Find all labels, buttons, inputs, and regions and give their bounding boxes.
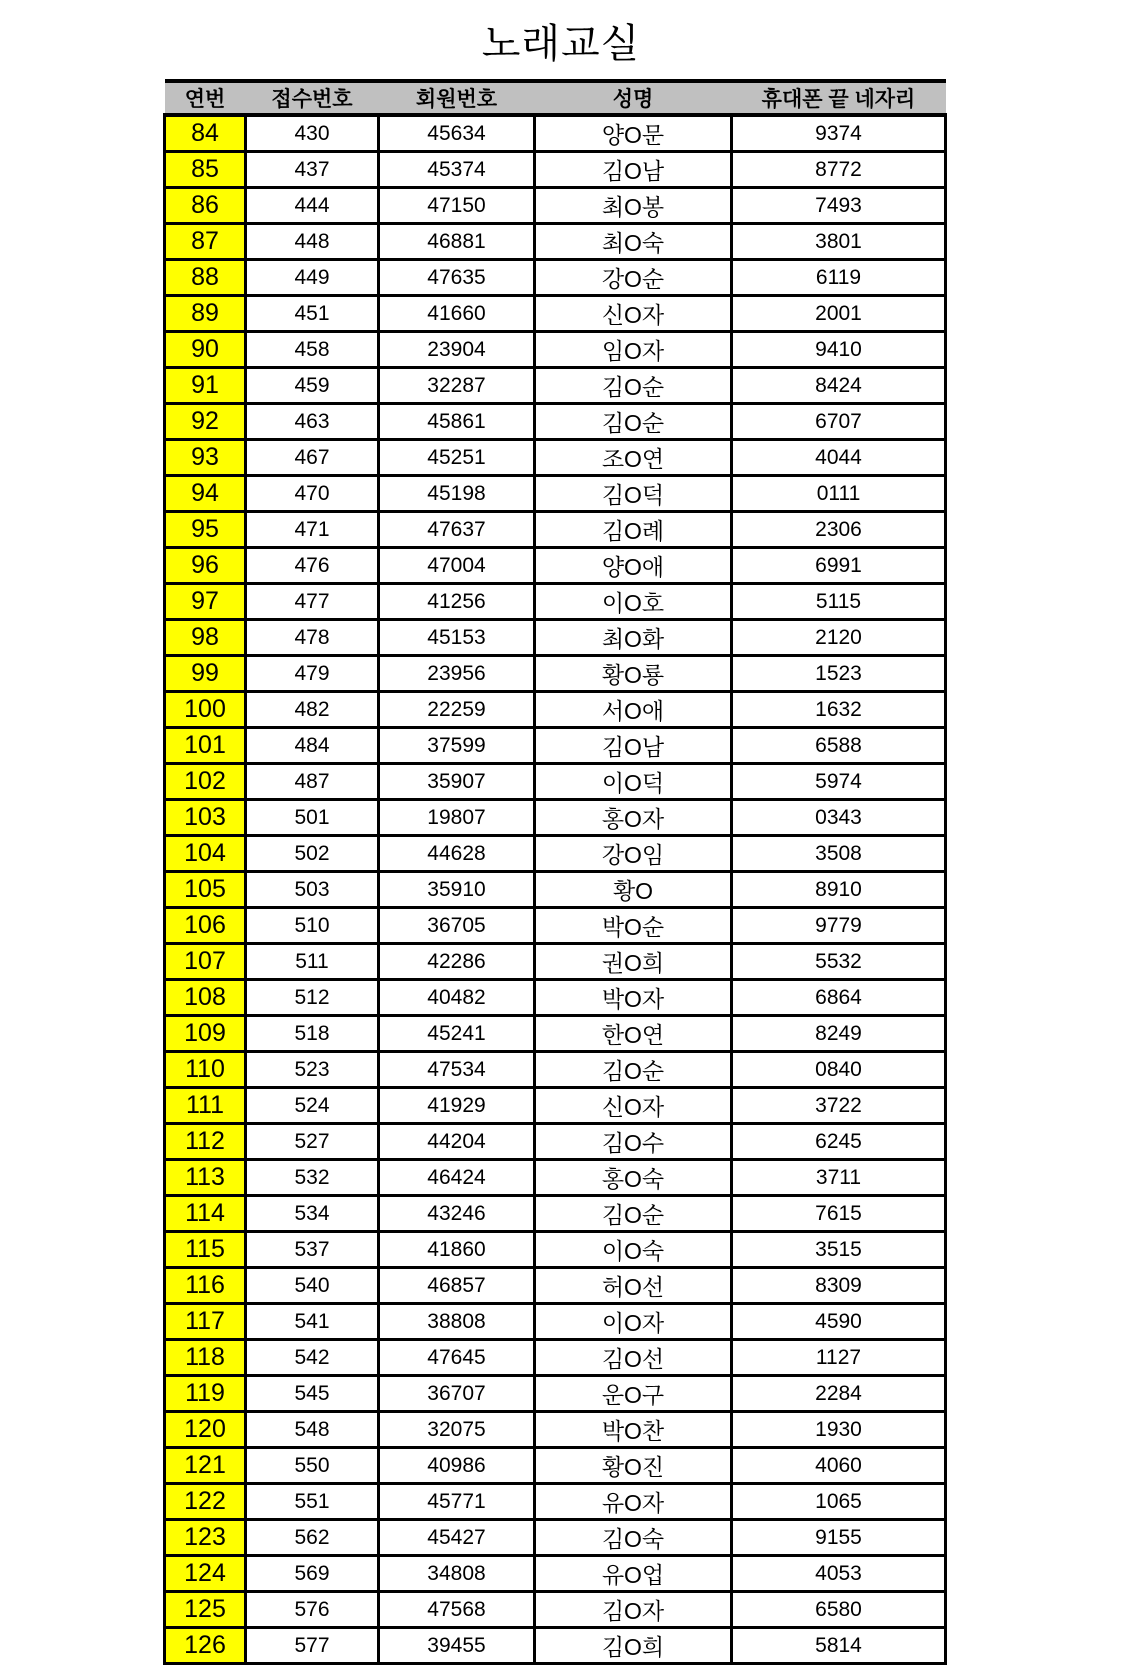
cell-receipt_no: 518	[246, 1016, 379, 1052]
cell-phone_last4: 8249	[732, 1016, 946, 1052]
cell-member_no: 36705	[379, 908, 535, 944]
cell-name: 최O숙	[535, 224, 732, 260]
header-row	[165, 81, 946, 115]
cell-phone_last4: 6580	[732, 1592, 946, 1628]
table-row	[165, 800, 946, 836]
cell-name: 김O자	[535, 1592, 732, 1628]
table-row	[165, 1196, 946, 1232]
cell-name: 유O자	[535, 1484, 732, 1520]
cell-name: 김O수	[535, 1124, 732, 1160]
cell-serial: 99	[165, 656, 246, 692]
cell-serial: 126	[165, 1628, 246, 1664]
cell-serial: 120	[165, 1412, 246, 1448]
cell-phone_last4: 2284	[732, 1376, 946, 1412]
cell-serial: 92	[165, 404, 246, 440]
cell-name: 이O덕	[535, 764, 732, 800]
cell-name: 황O진	[535, 1448, 732, 1484]
cell-name: 임O자	[535, 332, 732, 368]
cell-member_no: 35907	[379, 764, 535, 800]
cell-name: 조O연	[535, 440, 732, 476]
table-row	[165, 224, 946, 260]
cell-name: 홍O숙	[535, 1160, 732, 1196]
cell-receipt_no: 482	[246, 692, 379, 728]
cell-serial: 107	[165, 944, 246, 980]
cell-name: 운O구	[535, 1376, 732, 1412]
cell-serial: 113	[165, 1160, 246, 1196]
table-row	[165, 476, 946, 512]
table-row	[165, 944, 946, 980]
cell-serial: 119	[165, 1376, 246, 1412]
cell-phone_last4: 1127	[732, 1340, 946, 1376]
table-row	[165, 980, 946, 1016]
cell-phone_last4: 8910	[732, 872, 946, 908]
cell-member_no: 45198	[379, 476, 535, 512]
table-row	[165, 188, 946, 224]
cell-receipt_no: 467	[246, 440, 379, 476]
table-row	[165, 404, 946, 440]
cell-serial: 121	[165, 1448, 246, 1484]
cell-member_no: 41860	[379, 1232, 535, 1268]
cell-serial: 123	[165, 1520, 246, 1556]
cell-name: 박O순	[535, 908, 732, 944]
table-row	[165, 152, 946, 188]
cell-receipt_no: 511	[246, 944, 379, 980]
cell-member_no: 44628	[379, 836, 535, 872]
cell-member_no: 38808	[379, 1304, 535, 1340]
cell-serial: 104	[165, 836, 246, 872]
cell-serial: 114	[165, 1196, 246, 1232]
table-row	[165, 1304, 946, 1340]
cell-phone_last4: 1930	[732, 1412, 946, 1448]
cell-name: 권O희	[535, 944, 732, 980]
table-row	[165, 368, 946, 404]
cell-member_no: 36707	[379, 1376, 535, 1412]
cell-member_no: 47568	[379, 1592, 535, 1628]
table-row	[165, 548, 946, 584]
cell-serial: 97	[165, 584, 246, 620]
cell-phone_last4: 3801	[732, 224, 946, 260]
cell-name: 황O룡	[535, 656, 732, 692]
cell-receipt_no: 527	[246, 1124, 379, 1160]
cell-serial: 110	[165, 1052, 246, 1088]
col-header-serial: 연번	[165, 81, 246, 115]
cell-receipt_no: 550	[246, 1448, 379, 1484]
cell-phone_last4: 1065	[732, 1484, 946, 1520]
table-row	[165, 512, 946, 548]
table-row	[165, 1520, 946, 1556]
cell-serial: 115	[165, 1232, 246, 1268]
table-row	[165, 764, 946, 800]
cell-receipt_no: 501	[246, 800, 379, 836]
cell-serial: 91	[165, 368, 246, 404]
cell-name: 김O숙	[535, 1520, 732, 1556]
cell-receipt_no: 430	[246, 115, 379, 152]
cell-member_no: 47645	[379, 1340, 535, 1376]
cell-phone_last4: 6588	[732, 728, 946, 764]
cell-receipt_no: 541	[246, 1304, 379, 1340]
cell-phone_last4: 4044	[732, 440, 946, 476]
cell-serial: 93	[165, 440, 246, 476]
cell-member_no: 47637	[379, 512, 535, 548]
cell-serial: 106	[165, 908, 246, 944]
cell-receipt_no: 534	[246, 1196, 379, 1232]
roster-body	[165, 115, 946, 1664]
cell-receipt_no: 503	[246, 872, 379, 908]
cell-phone_last4: 6991	[732, 548, 946, 584]
table-row	[165, 584, 946, 620]
cell-serial: 116	[165, 1268, 246, 1304]
cell-name: 김O희	[535, 1628, 732, 1664]
cell-member_no: 45771	[379, 1484, 535, 1520]
cell-receipt_no: 471	[246, 512, 379, 548]
cell-member_no: 32287	[379, 368, 535, 404]
cell-receipt_no: 444	[246, 188, 379, 224]
table-row	[165, 115, 946, 152]
cell-receipt_no: 487	[246, 764, 379, 800]
cell-receipt_no: 540	[246, 1268, 379, 1304]
cell-phone_last4: 9779	[732, 908, 946, 944]
cell-phone_last4: 7493	[732, 188, 946, 224]
cell-serial: 101	[165, 728, 246, 764]
cell-name: 황O	[535, 872, 732, 908]
cell-member_no: 45634	[379, 115, 535, 152]
cell-member_no: 40482	[379, 980, 535, 1016]
table-row	[165, 1268, 946, 1304]
cell-phone_last4: 6864	[732, 980, 946, 1016]
cell-serial: 125	[165, 1592, 246, 1628]
cell-receipt_no: 478	[246, 620, 379, 656]
cell-receipt_no: 477	[246, 584, 379, 620]
cell-name: 김O순	[535, 1196, 732, 1232]
cell-receipt_no: 545	[246, 1376, 379, 1412]
cell-name: 이O호	[535, 584, 732, 620]
cell-name: 강O순	[535, 260, 732, 296]
cell-member_no: 43246	[379, 1196, 535, 1232]
table-row	[165, 620, 946, 656]
cell-serial: 86	[165, 188, 246, 224]
cell-name: 한O연	[535, 1016, 732, 1052]
cell-receipt_no: 562	[246, 1520, 379, 1556]
cell-phone_last4: 4053	[732, 1556, 946, 1592]
cell-serial: 112	[165, 1124, 246, 1160]
cell-receipt_no: 532	[246, 1160, 379, 1196]
cell-serial: 98	[165, 620, 246, 656]
cell-phone_last4: 4590	[732, 1304, 946, 1340]
cell-phone_last4: 3722	[732, 1088, 946, 1124]
cell-serial: 96	[165, 548, 246, 584]
cell-phone_last4: 1523	[732, 656, 946, 692]
table-row	[165, 728, 946, 764]
cell-member_no: 23904	[379, 332, 535, 368]
cell-phone_last4: 3508	[732, 836, 946, 872]
cell-receipt_no: 524	[246, 1088, 379, 1124]
cell-receipt_no: 479	[246, 656, 379, 692]
cell-phone_last4: 5115	[732, 584, 946, 620]
singing-class-roster-table	[163, 79, 947, 1665]
cell-name: 신O자	[535, 1088, 732, 1124]
table-row	[165, 1484, 946, 1520]
cell-name: 박O찬	[535, 1412, 732, 1448]
cell-name: 김O남	[535, 728, 732, 764]
cell-serial: 88	[165, 260, 246, 296]
cell-receipt_no: 476	[246, 548, 379, 584]
cell-member_no: 45861	[379, 404, 535, 440]
table-row	[165, 1232, 946, 1268]
cell-phone_last4: 2306	[732, 512, 946, 548]
cell-receipt_no: 576	[246, 1592, 379, 1628]
cell-phone_last4: 8309	[732, 1268, 946, 1304]
cell-receipt_no: 510	[246, 908, 379, 944]
cell-serial: 90	[165, 332, 246, 368]
cell-receipt_no: 449	[246, 260, 379, 296]
cell-member_no: 23956	[379, 656, 535, 692]
cell-receipt_no: 512	[246, 980, 379, 1016]
cell-member_no: 46857	[379, 1268, 535, 1304]
cell-serial: 117	[165, 1304, 246, 1340]
table-row	[165, 1592, 946, 1628]
table-row	[165, 872, 946, 908]
cell-receipt_no: 548	[246, 1412, 379, 1448]
cell-name: 양O애	[535, 548, 732, 584]
cell-name: 최O화	[535, 620, 732, 656]
cell-receipt_no: 542	[246, 1340, 379, 1376]
cell-receipt_no: 458	[246, 332, 379, 368]
cell-phone_last4: 0840	[732, 1052, 946, 1088]
cell-receipt_no: 537	[246, 1232, 379, 1268]
table-row	[165, 1376, 946, 1412]
cell-serial: 87	[165, 224, 246, 260]
cell-member_no: 40986	[379, 1448, 535, 1484]
cell-serial: 85	[165, 152, 246, 188]
cell-member_no: 47534	[379, 1052, 535, 1088]
table-row	[165, 1556, 946, 1592]
cell-phone_last4: 3515	[732, 1232, 946, 1268]
table-row	[165, 1160, 946, 1196]
col-header-phone_last4: 휴대폰 끝 네자리	[732, 81, 946, 115]
page-title: 노래교실	[481, 22, 641, 66]
cell-serial: 94	[165, 476, 246, 512]
cell-receipt_no: 484	[246, 728, 379, 764]
cell-receipt_no: 437	[246, 152, 379, 188]
cell-receipt_no: 569	[246, 1556, 379, 1592]
cell-member_no: 47635	[379, 260, 535, 296]
cell-member_no: 32075	[379, 1412, 535, 1448]
table-row	[165, 260, 946, 296]
cell-serial: 84	[165, 115, 246, 152]
cell-name: 유O업	[535, 1556, 732, 1592]
cell-phone_last4: 4060	[732, 1448, 946, 1484]
cell-member_no: 41660	[379, 296, 535, 332]
cell-phone_last4: 5974	[732, 764, 946, 800]
table-row	[165, 1052, 946, 1088]
table-row	[165, 692, 946, 728]
cell-serial: 124	[165, 1556, 246, 1592]
cell-member_no: 45153	[379, 620, 535, 656]
cell-member_no: 35910	[379, 872, 535, 908]
cell-phone_last4: 6119	[732, 260, 946, 296]
cell-member_no: 45427	[379, 1520, 535, 1556]
table-row	[165, 296, 946, 332]
table-row	[165, 1124, 946, 1160]
table-row	[165, 908, 946, 944]
cell-phone_last4: 9374	[732, 115, 946, 152]
cell-member_no: 45374	[379, 152, 535, 188]
cell-serial: 118	[165, 1340, 246, 1376]
cell-name: 김O덕	[535, 476, 732, 512]
cell-name: 서O애	[535, 692, 732, 728]
table-row	[165, 1340, 946, 1376]
cell-serial: 100	[165, 692, 246, 728]
cell-receipt_no: 523	[246, 1052, 379, 1088]
cell-receipt_no: 502	[246, 836, 379, 872]
cell-phone_last4: 2001	[732, 296, 946, 332]
cell-receipt_no: 470	[246, 476, 379, 512]
cell-member_no: 46881	[379, 224, 535, 260]
cell-receipt_no: 577	[246, 1628, 379, 1664]
cell-phone_last4: 2120	[732, 620, 946, 656]
cell-name: 신O자	[535, 296, 732, 332]
cell-phone_last4: 3711	[732, 1160, 946, 1196]
cell-name: 최O봉	[535, 188, 732, 224]
cell-serial: 103	[165, 800, 246, 836]
table-row	[165, 1448, 946, 1484]
cell-serial: 95	[165, 512, 246, 548]
cell-member_no: 34808	[379, 1556, 535, 1592]
cell-phone_last4: 6707	[732, 404, 946, 440]
cell-name: 김O순	[535, 404, 732, 440]
cell-name: 김O례	[535, 512, 732, 548]
table-row	[165, 656, 946, 692]
cell-serial: 109	[165, 1016, 246, 1052]
cell-phone_last4: 6245	[732, 1124, 946, 1160]
cell-member_no: 45241	[379, 1016, 535, 1052]
cell-name: 김O남	[535, 152, 732, 188]
col-header-name: 성명	[535, 81, 732, 115]
table-row	[165, 1412, 946, 1448]
cell-phone_last4: 1632	[732, 692, 946, 728]
cell-member_no: 44204	[379, 1124, 535, 1160]
cell-name: 이O자	[535, 1304, 732, 1340]
table-row	[165, 1016, 946, 1052]
cell-serial: 108	[165, 980, 246, 1016]
cell-member_no: 19807	[379, 800, 535, 836]
cell-member_no: 41256	[379, 584, 535, 620]
cell-phone_last4: 8424	[732, 368, 946, 404]
cell-name: 홍O자	[535, 800, 732, 836]
cell-phone_last4: 5814	[732, 1628, 946, 1664]
cell-phone_last4: 9410	[732, 332, 946, 368]
cell-member_no: 47150	[379, 188, 535, 224]
cell-phone_last4: 5532	[732, 944, 946, 980]
cell-phone_last4: 0343	[732, 800, 946, 836]
cell-name: 강O임	[535, 836, 732, 872]
table-row	[165, 332, 946, 368]
cell-member_no: 46424	[379, 1160, 535, 1196]
cell-receipt_no: 551	[246, 1484, 379, 1520]
cell-receipt_no: 459	[246, 368, 379, 404]
cell-name: 김O선	[535, 1340, 732, 1376]
cell-member_no: 41929	[379, 1088, 535, 1124]
cell-name: 박O자	[535, 980, 732, 1016]
cell-phone_last4: 9155	[732, 1520, 946, 1556]
cell-member_no: 45251	[379, 440, 535, 476]
cell-serial: 105	[165, 872, 246, 908]
table-row	[165, 440, 946, 476]
cell-name: 김O순	[535, 368, 732, 404]
cell-member_no: 37599	[379, 728, 535, 764]
cell-member_no: 47004	[379, 548, 535, 584]
cell-name: 이O숙	[535, 1232, 732, 1268]
cell-name: 허O선	[535, 1268, 732, 1304]
cell-phone_last4: 7615	[732, 1196, 946, 1232]
cell-serial: 122	[165, 1484, 246, 1520]
cell-receipt_no: 451	[246, 296, 379, 332]
cell-phone_last4: 8772	[732, 152, 946, 188]
col-header-receipt_no: 접수번호	[246, 81, 379, 115]
cell-phone_last4: 0111	[732, 476, 946, 512]
cell-name: 김O순	[535, 1052, 732, 1088]
cell-serial: 102	[165, 764, 246, 800]
cell-receipt_no: 463	[246, 404, 379, 440]
cell-member_no: 42286	[379, 944, 535, 980]
cell-serial: 89	[165, 296, 246, 332]
table-row	[165, 836, 946, 872]
cell-name: 양O문	[535, 115, 732, 152]
table-row	[165, 1628, 946, 1664]
cell-member_no: 22259	[379, 692, 535, 728]
cell-member_no: 39455	[379, 1628, 535, 1664]
table-row	[165, 1088, 946, 1124]
cell-receipt_no: 448	[246, 224, 379, 260]
col-header-member_no: 회원번호	[379, 81, 535, 115]
cell-serial: 111	[165, 1088, 246, 1124]
